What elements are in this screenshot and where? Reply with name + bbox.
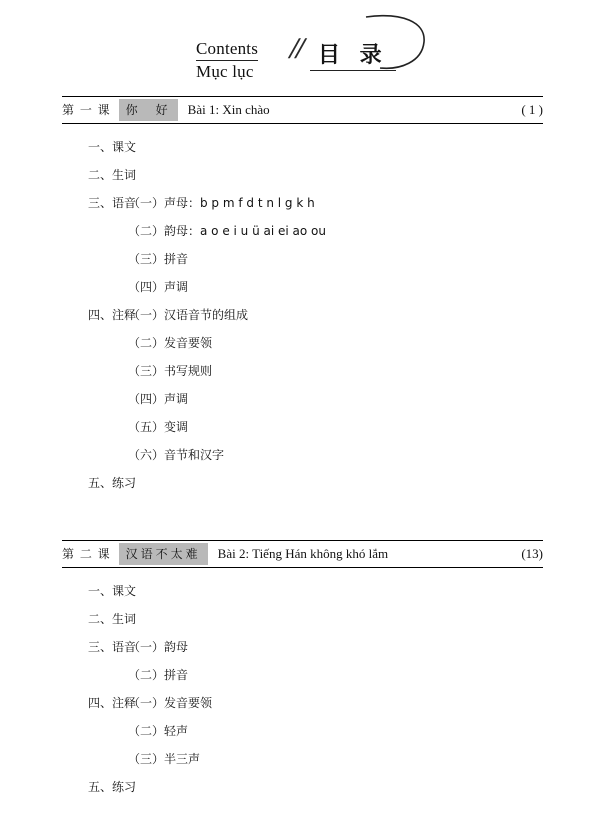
toc-entry-label: 四、注释 — [88, 696, 137, 710]
toc-entry-label: 一、课文 — [88, 584, 137, 598]
toc-subentries — [128, 638, 543, 683]
contents-heading-english — [196, 36, 258, 61]
toc-entry[interactable] — [62, 778, 543, 795]
lesson-title-vietnamese: Bài 2: Tiếng Hán không khó lắm — [217, 545, 389, 561]
contents-heading — [196, 36, 258, 82]
contents-heading-chinese: 目 录 — [318, 43, 388, 68]
toc-subentries — [128, 306, 543, 463]
toc-entry[interactable] — [62, 638, 543, 683]
toc-subentry[interactable]: （二）轻声 — [128, 724, 189, 738]
lesson-title-chinese: 汉语不太难 — [119, 543, 208, 565]
toc-subentry[interactable]: （一）发音要领 — [128, 696, 213, 710]
toc-entry[interactable] — [62, 194, 543, 295]
decorative-swoosh-icon — [360, 14, 430, 76]
lesson-number: 第 二 课 — [62, 547, 111, 561]
toc-subentries — [128, 194, 543, 295]
toc-subentry[interactable]: （一）声母：b p m f d t n l g k h — [128, 196, 315, 210]
toc-entry[interactable] — [62, 166, 543, 183]
lesson-block — [62, 96, 543, 510]
lesson-header[interactable] — [62, 541, 543, 567]
toc-subentry[interactable]: （一）汉语音节的组成 — [128, 308, 249, 322]
toc-entry-label: 二、生词 — [88, 168, 137, 182]
toc-entry[interactable] — [62, 138, 543, 155]
toc-entry-label: 三、语音 — [88, 196, 137, 210]
toc-entry[interactable] — [62, 610, 543, 627]
lesson-block — [62, 540, 543, 814]
toc-entry-label: 一、课文 — [88, 140, 137, 154]
toc-entry[interactable] — [62, 474, 543, 491]
toc-subentry[interactable]: （四）声调 — [128, 392, 189, 406]
lesson-entries — [62, 124, 543, 510]
toc-subentry[interactable]: （三）拼音 — [128, 252, 189, 266]
toc-entry-label: 二、生词 — [88, 612, 137, 626]
toc-subentry[interactable]: （六）音节和汉字 — [128, 448, 225, 462]
toc-subentry[interactable]: （四）声调 — [128, 280, 189, 294]
toc-subentry[interactable]: （三）半三声 — [128, 752, 201, 766]
contents-heading-vietnamese: Mục lục — [196, 62, 254, 81]
toc-entry[interactable] — [62, 694, 543, 767]
toc-entry-label: 五、练习 — [88, 780, 137, 794]
lesson-number: 第 一 课 — [62, 103, 111, 117]
lesson-title-vietnamese: Bài 1: Xin chào — [187, 101, 270, 117]
toc-subentry[interactable]: （五）变调 — [128, 420, 189, 434]
lesson-entries — [62, 568, 543, 814]
lesson-page-number: (13) — [521, 545, 543, 561]
toc-entry[interactable] — [62, 306, 543, 463]
lesson-header[interactable] — [62, 97, 543, 123]
toc-entry-label: 三、语音 — [88, 640, 137, 654]
toc-subentry[interactable]: （二）韵母：a o e i u ü ai ei ao ou — [128, 224, 327, 238]
contents-heading-english-text: Contents — [196, 38, 258, 61]
table-of-contents — [0, 96, 605, 814]
page-header — [0, 0, 605, 96]
toc-subentry[interactable]: （一）韵母 — [128, 640, 189, 654]
toc-subentry[interactable]: （二）拼音 — [128, 668, 189, 682]
lesson-title-chinese: 你 好 — [119, 99, 178, 121]
toc-entry-label: 四、注释 — [88, 308, 137, 322]
toc-subentry[interactable]: （三）书写规则 — [128, 364, 213, 378]
lesson-page-number: ( 1 ) — [521, 101, 543, 117]
decorative-slashes: // — [286, 32, 307, 65]
toc-entry[interactable] — [62, 582, 543, 599]
toc-subentry[interactable]: （二）发音要领 — [128, 336, 213, 350]
toc-entry-label: 五、练习 — [88, 476, 137, 490]
toc-subentries — [128, 694, 543, 767]
